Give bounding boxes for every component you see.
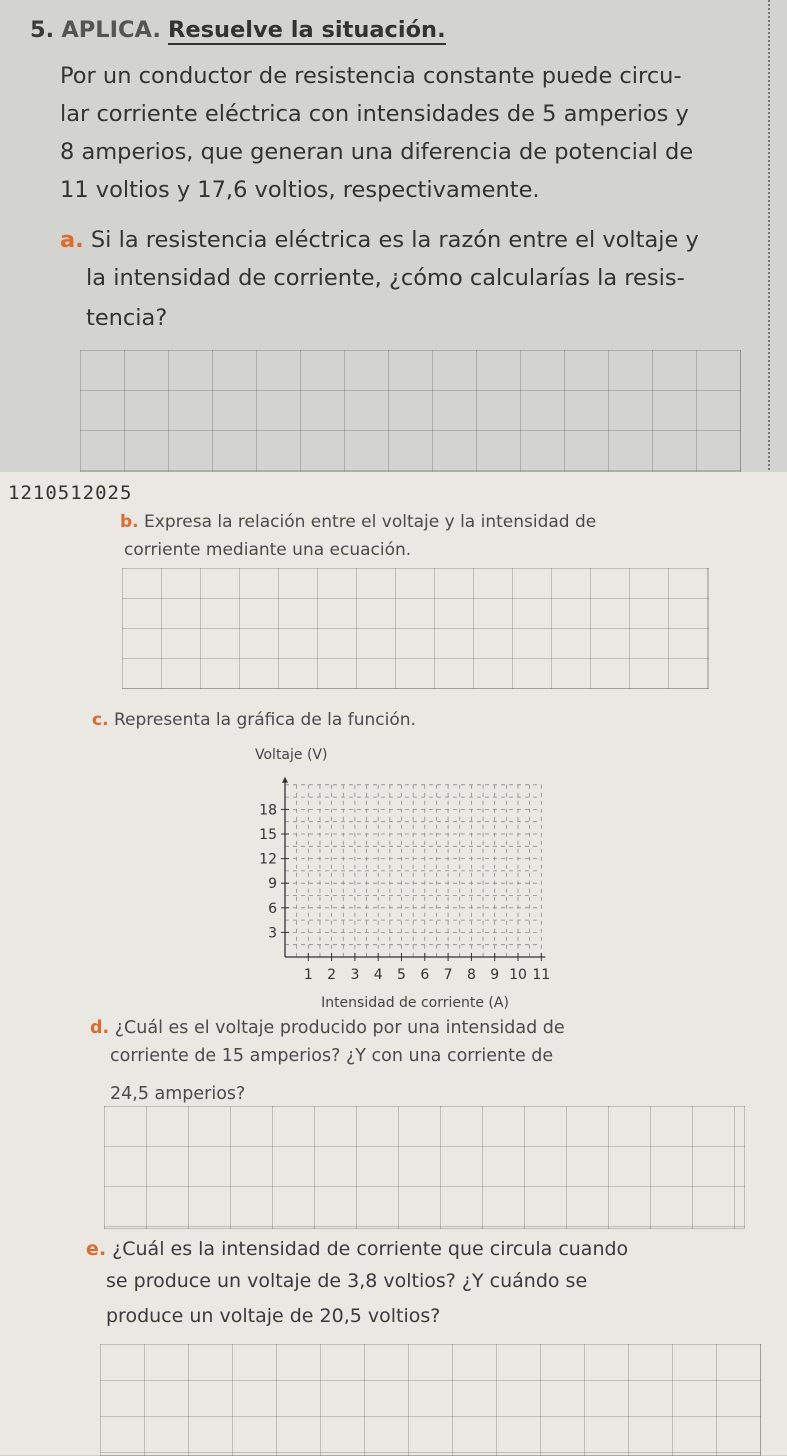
y-tick-label: 18 — [259, 802, 277, 819]
y-tick-label: 3 — [268, 925, 277, 942]
y-tick-label: 12 — [259, 851, 277, 868]
voltage-current-chart — [240, 745, 580, 1015]
x-tick-label: 9 — [490, 967, 500, 983]
question-d-line — [90, 1018, 565, 1038]
question-d-text: ¿Cuál es el voltaje producido por una intensidad de — [114, 1018, 565, 1038]
x-tick-label: 7 — [443, 967, 453, 983]
question-a-line: la intensidad de corriente, ¿cómo calcularías la resis- — [86, 265, 685, 291]
x-tick-label: 8 — [466, 967, 476, 983]
question-e-line: se produce un voltaje de 3,8 voltios? ¿Y cuándo se — [106, 1270, 588, 1292]
statement-line: Por un conductor de resistencia constante puede circu- — [60, 63, 682, 89]
question-d-line: 24,5 amperios? — [110, 1084, 246, 1104]
exercise-number: 5. — [30, 17, 55, 43]
answer-grid-b[interactable] — [122, 568, 709, 689]
x-tick-label: 4 — [373, 967, 383, 983]
question-e-text: ¿Cuál es la intensidad de corriente que circula cuando — [112, 1238, 629, 1260]
y-axis-arrow — [282, 777, 288, 783]
question-b-letter: b. — [120, 512, 139, 532]
question-a-letter: a. — [60, 227, 84, 253]
question-c-text: Representa la gráfica de la función. — [113, 710, 416, 730]
x-axis-label: Intensidad de corriente (A) — [321, 995, 509, 1011]
chart-axes — [282, 777, 545, 957]
question-e-line — [86, 1238, 628, 1260]
answer-grid-a[interactable] — [80, 350, 741, 472]
statement-line: lar corriente eléctrica con intensidades de 5 amperios y — [60, 101, 689, 127]
question-c-letter: c. — [92, 710, 109, 730]
question-c-line — [92, 710, 416, 730]
y-axis-label: Voltaje (V) — [255, 747, 328, 763]
x-tick-label: 11 — [532, 967, 551, 983]
statement-line: 8 amperios, que generan una diferencia de potencial de — [60, 139, 694, 165]
question-b-text: Expresa la relación entre el voltaje y la intensidad de — [144, 512, 597, 532]
answer-grid-d[interactable] — [104, 1106, 745, 1229]
chart-grid — [285, 785, 541, 957]
question-a-line: tencia? — [86, 305, 168, 331]
question-d-line: corriente de 15 amperios? ¿Y con una corriente de — [110, 1046, 554, 1066]
x-tick-label: 10 — [509, 967, 527, 983]
exercise-heading — [30, 12, 446, 48]
question-e-line: produce un voltaje de 20,5 voltios? — [106, 1305, 441, 1327]
x-tick-label: 2 — [327, 967, 337, 983]
y-tick-label: 6 — [268, 900, 277, 917]
handwritten-note: 1210512025 — [8, 482, 133, 504]
x-tick-label: 3 — [350, 967, 360, 983]
page-edge-dotted-line — [768, 0, 770, 470]
x-tick-label: 6 — [420, 967, 430, 983]
x-tick-label: 1 — [303, 967, 313, 983]
answer-grid-e[interactable] — [100, 1344, 761, 1456]
y-tick-label: 15 — [259, 827, 277, 843]
exercise-instruction: Resuelve la situación. — [168, 17, 446, 43]
question-a-text: Si la resistencia eléctrica es la razón entre el voltaje y — [90, 227, 699, 253]
statement-line: 11 voltios y 17,6 voltios, respectivamente. — [60, 177, 540, 203]
y-tick-label: 9 — [268, 876, 277, 893]
x-tick-label: 5 — [397, 967, 406, 983]
question-b-line — [120, 512, 596, 532]
question-b-line: corriente mediante una ecuación. — [124, 540, 412, 560]
question-e-letter: e. — [86, 1238, 107, 1260]
question-a-line — [60, 222, 699, 258]
exercise-tag: APLICA. — [61, 17, 161, 43]
question-d-letter: d. — [90, 1018, 110, 1038]
